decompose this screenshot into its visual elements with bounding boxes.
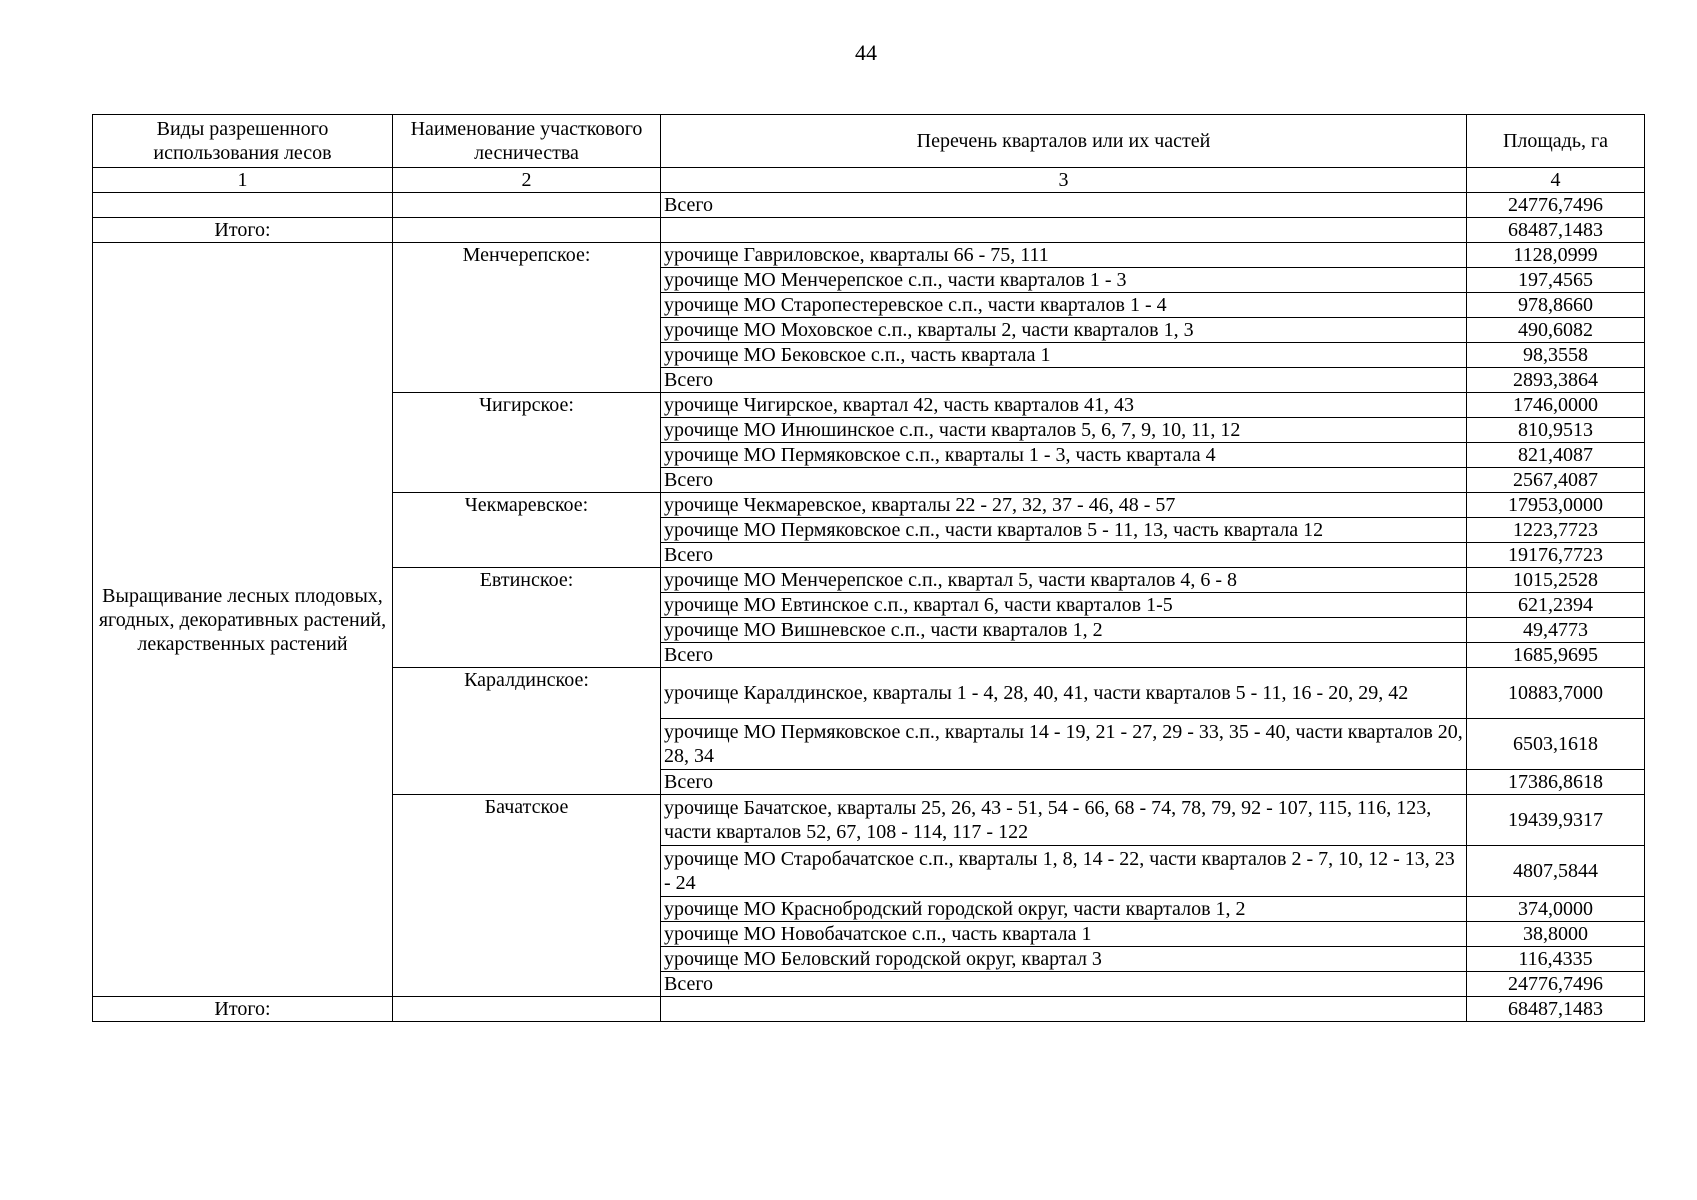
bottom-total-row bbox=[93, 997, 1645, 1022]
quarter-list: урочище МО Менчерепское с.п., части кварталов 1 - 3 bbox=[661, 268, 1467, 293]
empty-cell bbox=[393, 997, 661, 1022]
quarter-list: урочище МО Новобачатское с.п., часть квартала 1 bbox=[661, 922, 1467, 947]
subtotal-label: Всего bbox=[661, 368, 1467, 393]
area-value: 197,4565 bbox=[1467, 268, 1645, 293]
area-value: 1015,2528 bbox=[1467, 568, 1645, 593]
quarter-list: урочище Каралдинское, кварталы 1 - 4, 28, 40, 41, части кварталов 5 - 11, 16 - 20, 29, 42 bbox=[661, 668, 1467, 719]
area-value: 17953,0000 bbox=[1467, 493, 1645, 518]
subtotal-area: 2567,4087 bbox=[1467, 468, 1645, 493]
subtotal-label: Всего bbox=[661, 770, 1467, 795]
subtotal-area: 17386,8618 bbox=[1467, 770, 1645, 795]
bottom-total-label: Итого: bbox=[93, 997, 393, 1022]
subtotal-area: 1685,9695 bbox=[1467, 643, 1645, 668]
page-number: 44 bbox=[855, 40, 877, 65]
forestry-name: Бачатское bbox=[393, 795, 661, 997]
bottom-total-area: 68487,1483 bbox=[1467, 997, 1645, 1022]
subtotal-label: Всего bbox=[661, 643, 1467, 668]
subtotal-area: 19176,7723 bbox=[1467, 543, 1645, 568]
column-number-row bbox=[93, 168, 1645, 193]
area-value: 374,0000 bbox=[1467, 897, 1645, 922]
vsego-area: 24776,7496 bbox=[1467, 193, 1645, 218]
quarter-list: урочище МО Бековское с.п., часть квартала 1 bbox=[661, 343, 1467, 368]
area-value: 4807,5844 bbox=[1467, 846, 1645, 897]
area-value: 490,6082 bbox=[1467, 318, 1645, 343]
header-use-type: Виды разрешенного использования лесов bbox=[93, 115, 393, 168]
subtotal-area: 2893,3864 bbox=[1467, 368, 1645, 393]
area-value: 98,3558 bbox=[1467, 343, 1645, 368]
empty-cell bbox=[393, 218, 661, 243]
quarter-list: урочище МО Менчерепское с.п., квартал 5, части кварталов 4, 6 - 8 bbox=[661, 568, 1467, 593]
area-value: 1128,0999 bbox=[1467, 243, 1645, 268]
header-quarters: Перечень кварталов или их частей bbox=[661, 115, 1467, 168]
quarter-list: урочище МО Вишневское с.п., части кварталов 1, 2 bbox=[661, 618, 1467, 643]
empty-cell bbox=[661, 218, 1467, 243]
forestry-name: Чекмаревское: bbox=[393, 493, 661, 568]
quarter-list: урочище МО Беловский городской округ, квартал 3 bbox=[661, 947, 1467, 972]
quarter-list: урочище МО Пермяковское с.п., кварталы 1 - 3, часть квартала 4 bbox=[661, 443, 1467, 468]
quarter-list: урочище Чигирское, квартал 42, часть кварталов 41, 43 bbox=[661, 393, 1467, 418]
quarter-list: урочище МО Старопестеревское с.п., части кварталов 1 - 4 bbox=[661, 293, 1467, 318]
column-number: 1 bbox=[93, 168, 393, 193]
quarter-list: урочище Гавриловское, кварталы 66 - 75, 111 bbox=[661, 243, 1467, 268]
forestry-name: Каралдинское: bbox=[393, 668, 661, 795]
subtotal-label: Всего bbox=[661, 972, 1467, 997]
quarter-list: урочище МО Пермяковское с.п., кварталы 14 - 19, 21 - 27, 29 - 33, 35 - 40, части кварталов 20, 28, 34 bbox=[661, 719, 1467, 770]
use-type-cell: Выращивание лесных плодовых, ягодных, декоративных растений, лекарственных растений bbox=[93, 243, 393, 997]
column-number: 2 bbox=[393, 168, 661, 193]
area-value: 116,4335 bbox=[1467, 947, 1645, 972]
itogo-label: Итого: bbox=[93, 218, 393, 243]
area-value: 821,4087 bbox=[1467, 443, 1645, 468]
area-value: 38,8000 bbox=[1467, 922, 1645, 947]
area-value: 49,4773 bbox=[1467, 618, 1645, 643]
area-value: 1223,7723 bbox=[1467, 518, 1645, 543]
area-value: 810,9513 bbox=[1467, 418, 1645, 443]
column-number: 4 bbox=[1467, 168, 1645, 193]
forestry-name: Евтинское: bbox=[393, 568, 661, 668]
area-value: 6503,1618 bbox=[1467, 719, 1645, 770]
itogo-area: 68487,1483 bbox=[1467, 218, 1645, 243]
table-row bbox=[93, 243, 1645, 268]
subtotal-label: Всего bbox=[661, 543, 1467, 568]
header-area: Площадь, га bbox=[1467, 115, 1645, 168]
area-value: 621,2394 bbox=[1467, 593, 1645, 618]
quarter-list: урочище МО Краснобродский городской округ, части кварталов 1, 2 bbox=[661, 897, 1467, 922]
subtotal-label: Всего bbox=[661, 468, 1467, 493]
forest-use-table bbox=[92, 114, 1645, 1022]
area-value: 10883,7000 bbox=[1467, 668, 1645, 719]
subtotal-area: 24776,7496 bbox=[1467, 972, 1645, 997]
quarter-list: урочище МО Моховское с.п., кварталы 2, части кварталов 1, 3 bbox=[661, 318, 1467, 343]
empty-cell bbox=[393, 193, 661, 218]
quarter-list: урочище МО Евтинское с.п., квартал 6, части кварталов 1-5 bbox=[661, 593, 1467, 618]
empty-cell bbox=[93, 193, 393, 218]
column-number: 3 bbox=[661, 168, 1467, 193]
area-value: 978,8660 bbox=[1467, 293, 1645, 318]
quarter-list: урочище Чекмаревское, кварталы 22 - 27, 32, 37 - 46, 48 - 57 bbox=[661, 493, 1467, 518]
quarter-list: урочище МО Пермяковское с.п., части кварталов 5 - 11, 13, часть квартала 12 bbox=[661, 518, 1467, 543]
table-header-row bbox=[93, 115, 1645, 168]
itogo-row bbox=[93, 218, 1645, 243]
vsego-row bbox=[93, 193, 1645, 218]
vsego-label: Всего bbox=[661, 193, 1467, 218]
quarter-list: урочище Бачатское, кварталы 25, 26, 43 - 51, 54 - 66, 68 - 74, 78, 79, 92 - 107, 115, 116, 123, части кварталов 52, 67, 108 - 114, 117 - 122 bbox=[661, 795, 1467, 846]
quarter-list: урочище МО Инюшинское с.п., части кварталов 5, 6, 7, 9, 10, 11, 12 bbox=[661, 418, 1467, 443]
forestry-name: Менчерепское: bbox=[393, 243, 661, 393]
empty-cell bbox=[661, 997, 1467, 1022]
header-forestry: Наименование участкового лесничества bbox=[393, 115, 661, 168]
area-value: 19439,9317 bbox=[1467, 795, 1645, 846]
quarter-list: урочище МО Старобачатское с.п., кварталы 1, 8, 14 - 22, части кварталов 2 - 7, 10, 12 - 13, 23 - 24 bbox=[661, 846, 1467, 897]
forestry-name: Чигирское: bbox=[393, 393, 661, 493]
area-value: 1746,0000 bbox=[1467, 393, 1645, 418]
